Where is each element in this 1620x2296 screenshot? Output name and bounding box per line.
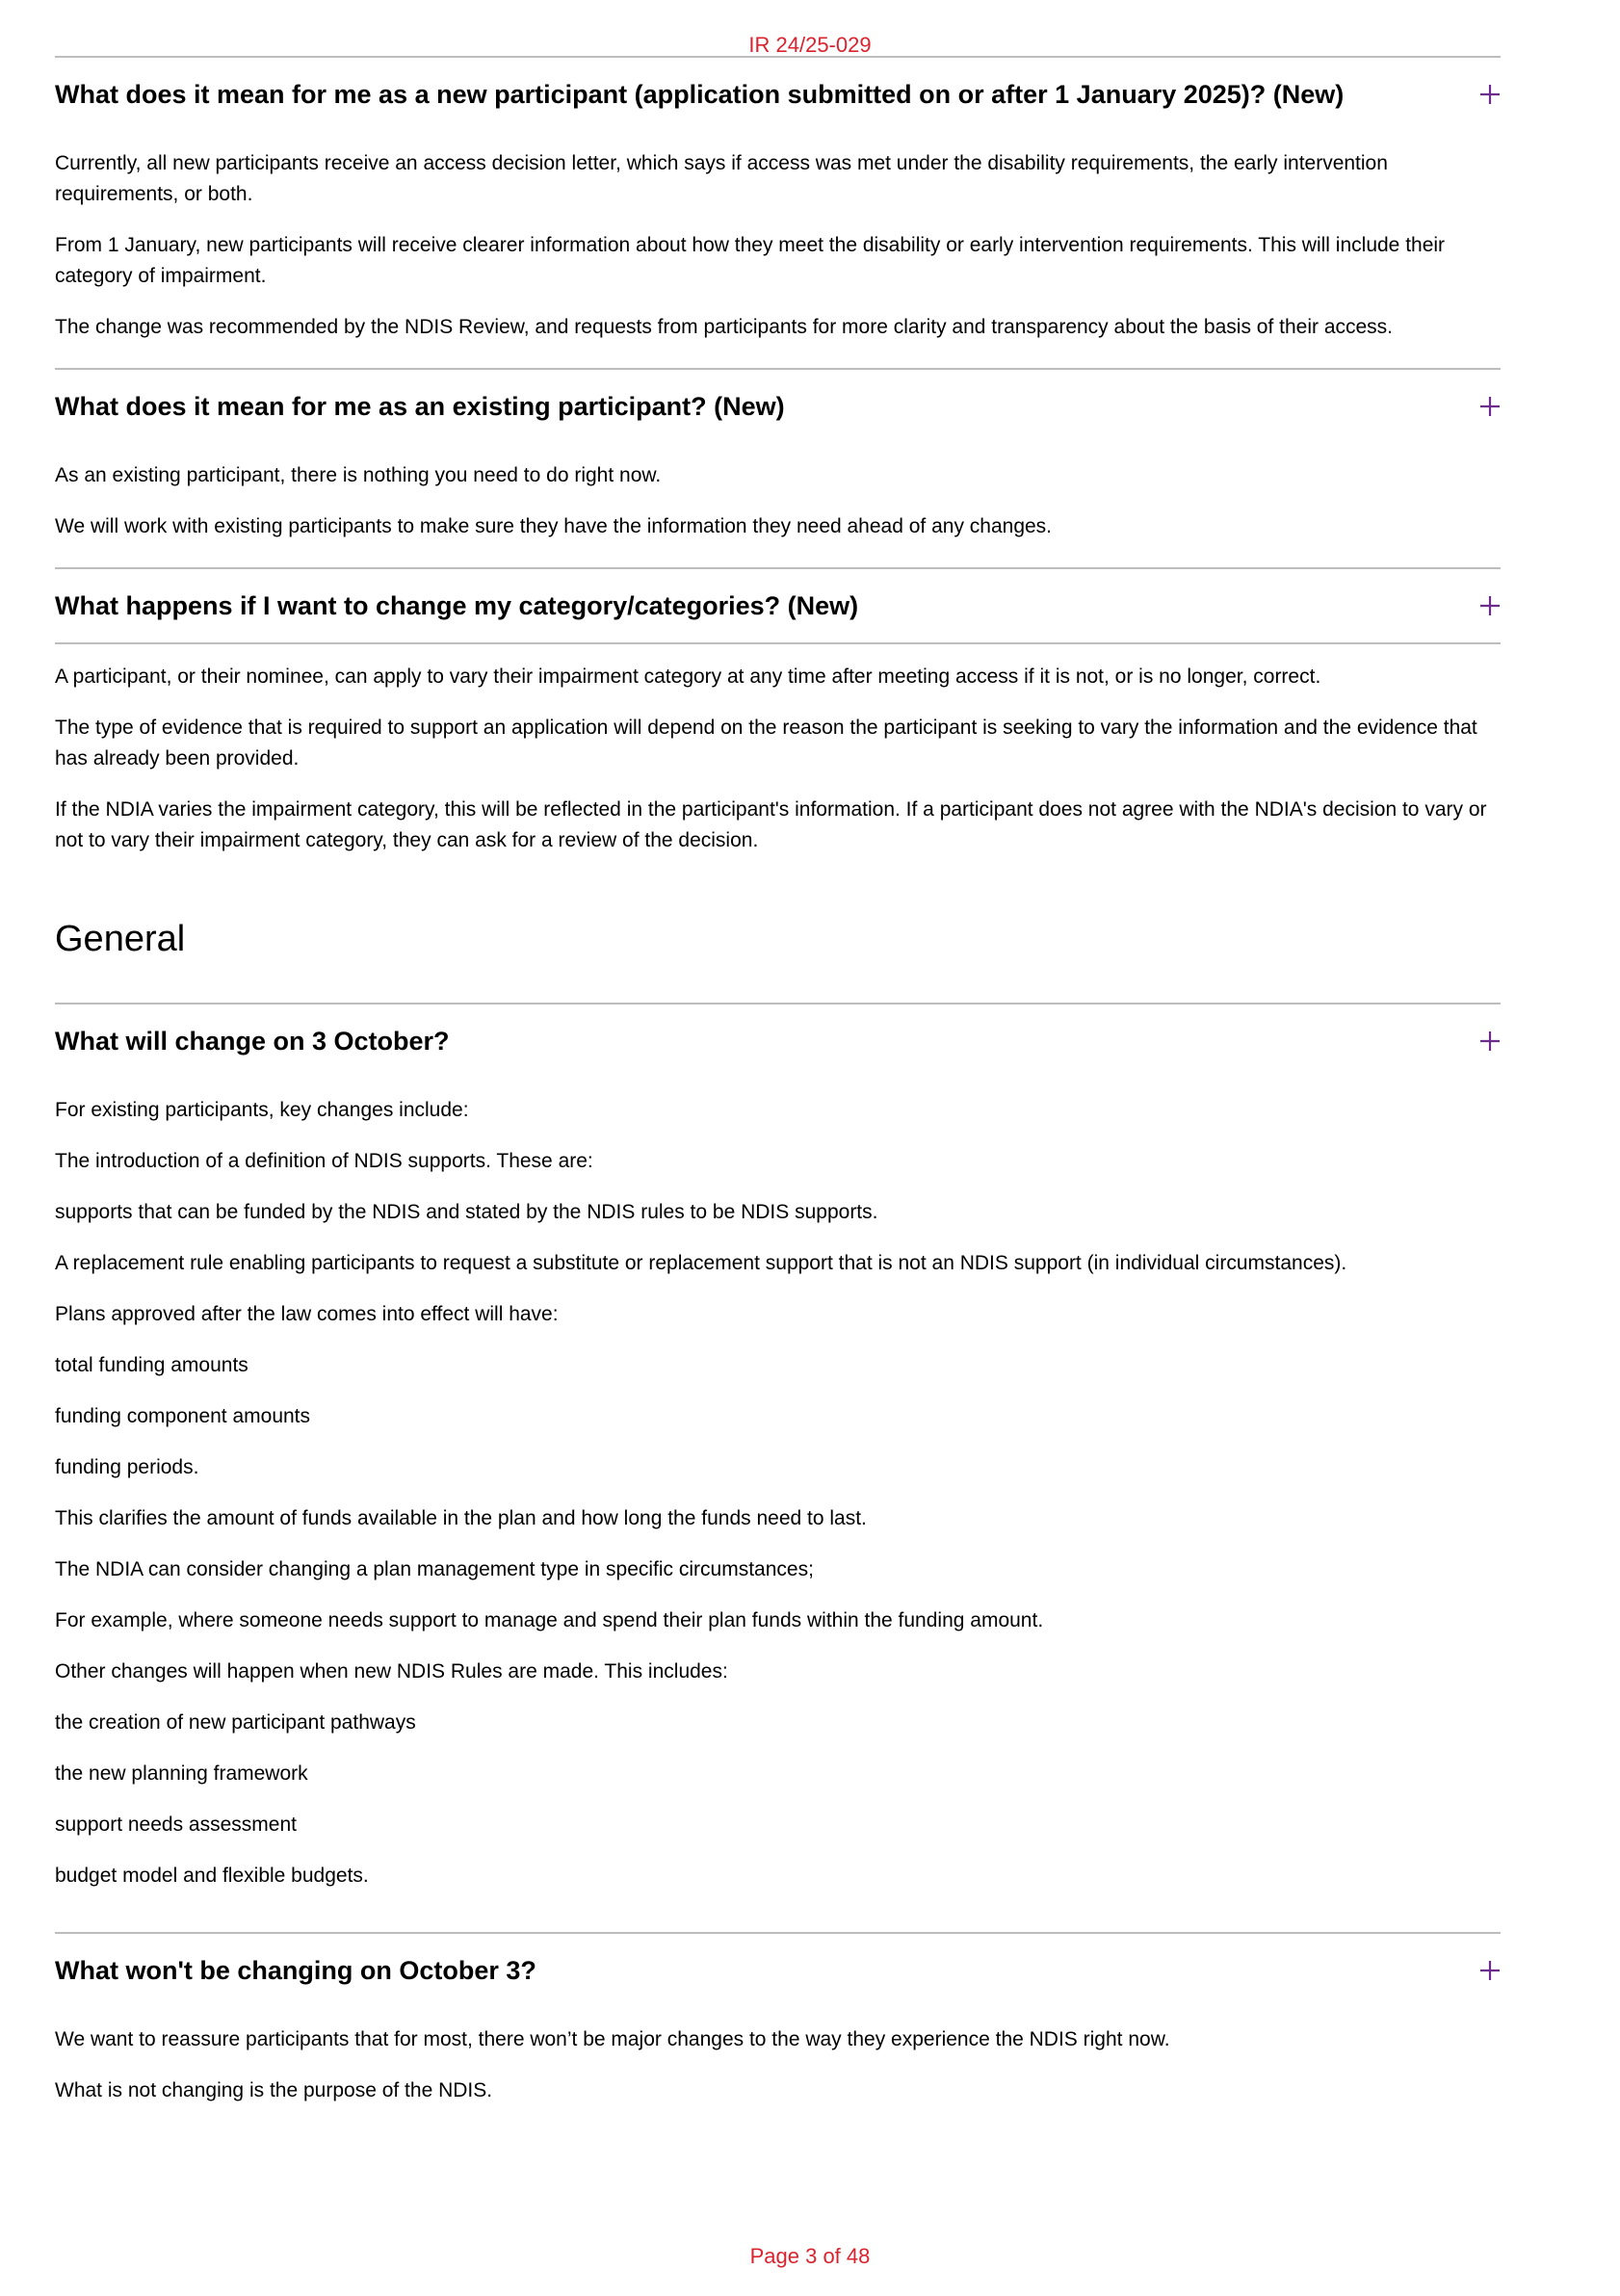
section-heading-general: General <box>55 919 186 959</box>
page-number: Page 3 of 48 <box>749 2244 871 2268</box>
paragraph: For existing participants, key changes include: <box>55 1099 469 1121</box>
accordion-existing-participant <box>55 368 1501 542</box>
paragraph: A participant, or their nominee, can apply to vary their impairment category at any time after meeting access if it is not, or is no longer, correct. <box>55 665 1321 688</box>
paragraph: funding component amounts <box>55 1405 311 1427</box>
paragraph: budget model and flexible budgets. <box>55 1865 369 1887</box>
paragraph: This clarifies the amount of funds available in the plan and how long the funds need to last. <box>55 1507 867 1529</box>
paragraph: Plans approved after the law comes into effect will have: <box>55 1303 559 1325</box>
accordion-header-existing-participant[interactable] <box>55 370 1501 443</box>
paragraph: The type of evidence that is required to support an application will depend on the reason the participant is seeking to vary the information and the evidence that has already been provided. <box>55 717 1477 770</box>
paragraph: As an existing participant, there is nothing you need to do right now. <box>55 464 662 486</box>
accordion-change-category <box>55 567 1501 856</box>
paragraph: total funding amounts <box>55 1354 248 1376</box>
accordion-body <box>55 2007 1501 2106</box>
accordion-title: What won't be changing on October 3? <box>55 1956 536 1985</box>
paragraph: supports that can be funded by the NDIS and stated by the NDIS rules to be NDIS supports. <box>55 1201 878 1223</box>
document-reference: IR 24/25-029 <box>748 33 872 57</box>
paragraph: We will work with existing participants to make sure they have the information they need ahead of any changes. <box>55 515 1053 537</box>
plus-icon[interactable] <box>1479 396 1501 417</box>
paragraph: For example, where someone needs support to manage and spend their plan funds within the funding amount. <box>55 1609 1044 1631</box>
paragraph: Other changes will happen when new NDIS Rules are made. This includes: <box>55 1660 728 1683</box>
paragraph: From 1 January, new participants will receive clearer information about how they meet the disability or early intervention requirements. This will include their category of impairment. <box>55 234 1446 287</box>
accordion-body <box>55 1078 1501 1892</box>
paragraph: The change was recommended by the NDIS Review, and requests from participants for more clarity and transparency about the basis of their access. <box>55 316 1394 338</box>
paragraph: Currently, all new participants receive an access decision letter, which says if access was met under the disability requirements, the early intervention requirements, or both. <box>55 152 1388 205</box>
accordion-wont-change <box>55 1932 1501 2106</box>
accordion-body <box>55 644 1501 856</box>
accordion-header-wont-change[interactable] <box>55 1934 1501 2007</box>
accordion-title: What happens if I want to change my category/categories? (New) <box>55 591 859 620</box>
accordion-what-will-change <box>55 1003 1501 1892</box>
plus-icon[interactable] <box>1479 1031 1501 1052</box>
plus-icon[interactable] <box>1479 595 1501 616</box>
paragraph: support needs assessment <box>55 1813 297 1836</box>
paragraph: What is not changing is the purpose of the NDIS. <box>55 2079 493 2101</box>
plus-icon[interactable] <box>1479 1960 1501 1981</box>
paragraph: A replacement rule enabling participants to request a substitute or replacement support that is not an NDIS support (in individual circumstances). <box>55 1252 1347 1274</box>
accordion-header-change-category[interactable] <box>55 569 1501 644</box>
faq-content <box>55 56 1501 2126</box>
paragraph: We want to reassure participants that for most, there won’t be major changes to the way they experience the NDIS right now. <box>55 2028 1170 2050</box>
accordion-header-new-participant[interactable] <box>55 58 1501 131</box>
paragraph: The introduction of a definition of NDIS supports. These are: <box>55 1150 593 1172</box>
accordion-new-participant <box>55 56 1501 343</box>
paragraph: The NDIA can consider changing a plan management type in specific circumstances; <box>55 1558 814 1580</box>
paragraph: funding periods. <box>55 1456 199 1478</box>
accordion-title: What will change on 3 October? <box>55 1027 450 1056</box>
paragraph: the new planning framework <box>55 1762 308 1785</box>
accordion-body <box>55 443 1501 542</box>
accordion-title: What does it mean for me as an existing participant? (New) <box>55 392 785 421</box>
accordion-header-what-will-change[interactable] <box>55 1004 1501 1078</box>
accordion-body <box>55 131 1501 343</box>
plus-icon[interactable] <box>1479 84 1501 105</box>
paragraph: the creation of new participant pathways <box>55 1711 416 1734</box>
accordion-title: What does it mean for me as a new participant (application submitted on or after 1 January 2025)? (New) <box>55 80 1345 109</box>
paragraph: If the NDIA varies the impairment category, this will be reflected in the participant's information. If a participant does not agree with the NDIA's decision to vary or not to vary their impairment category, they can ask for a review of the decision. <box>55 798 1487 851</box>
